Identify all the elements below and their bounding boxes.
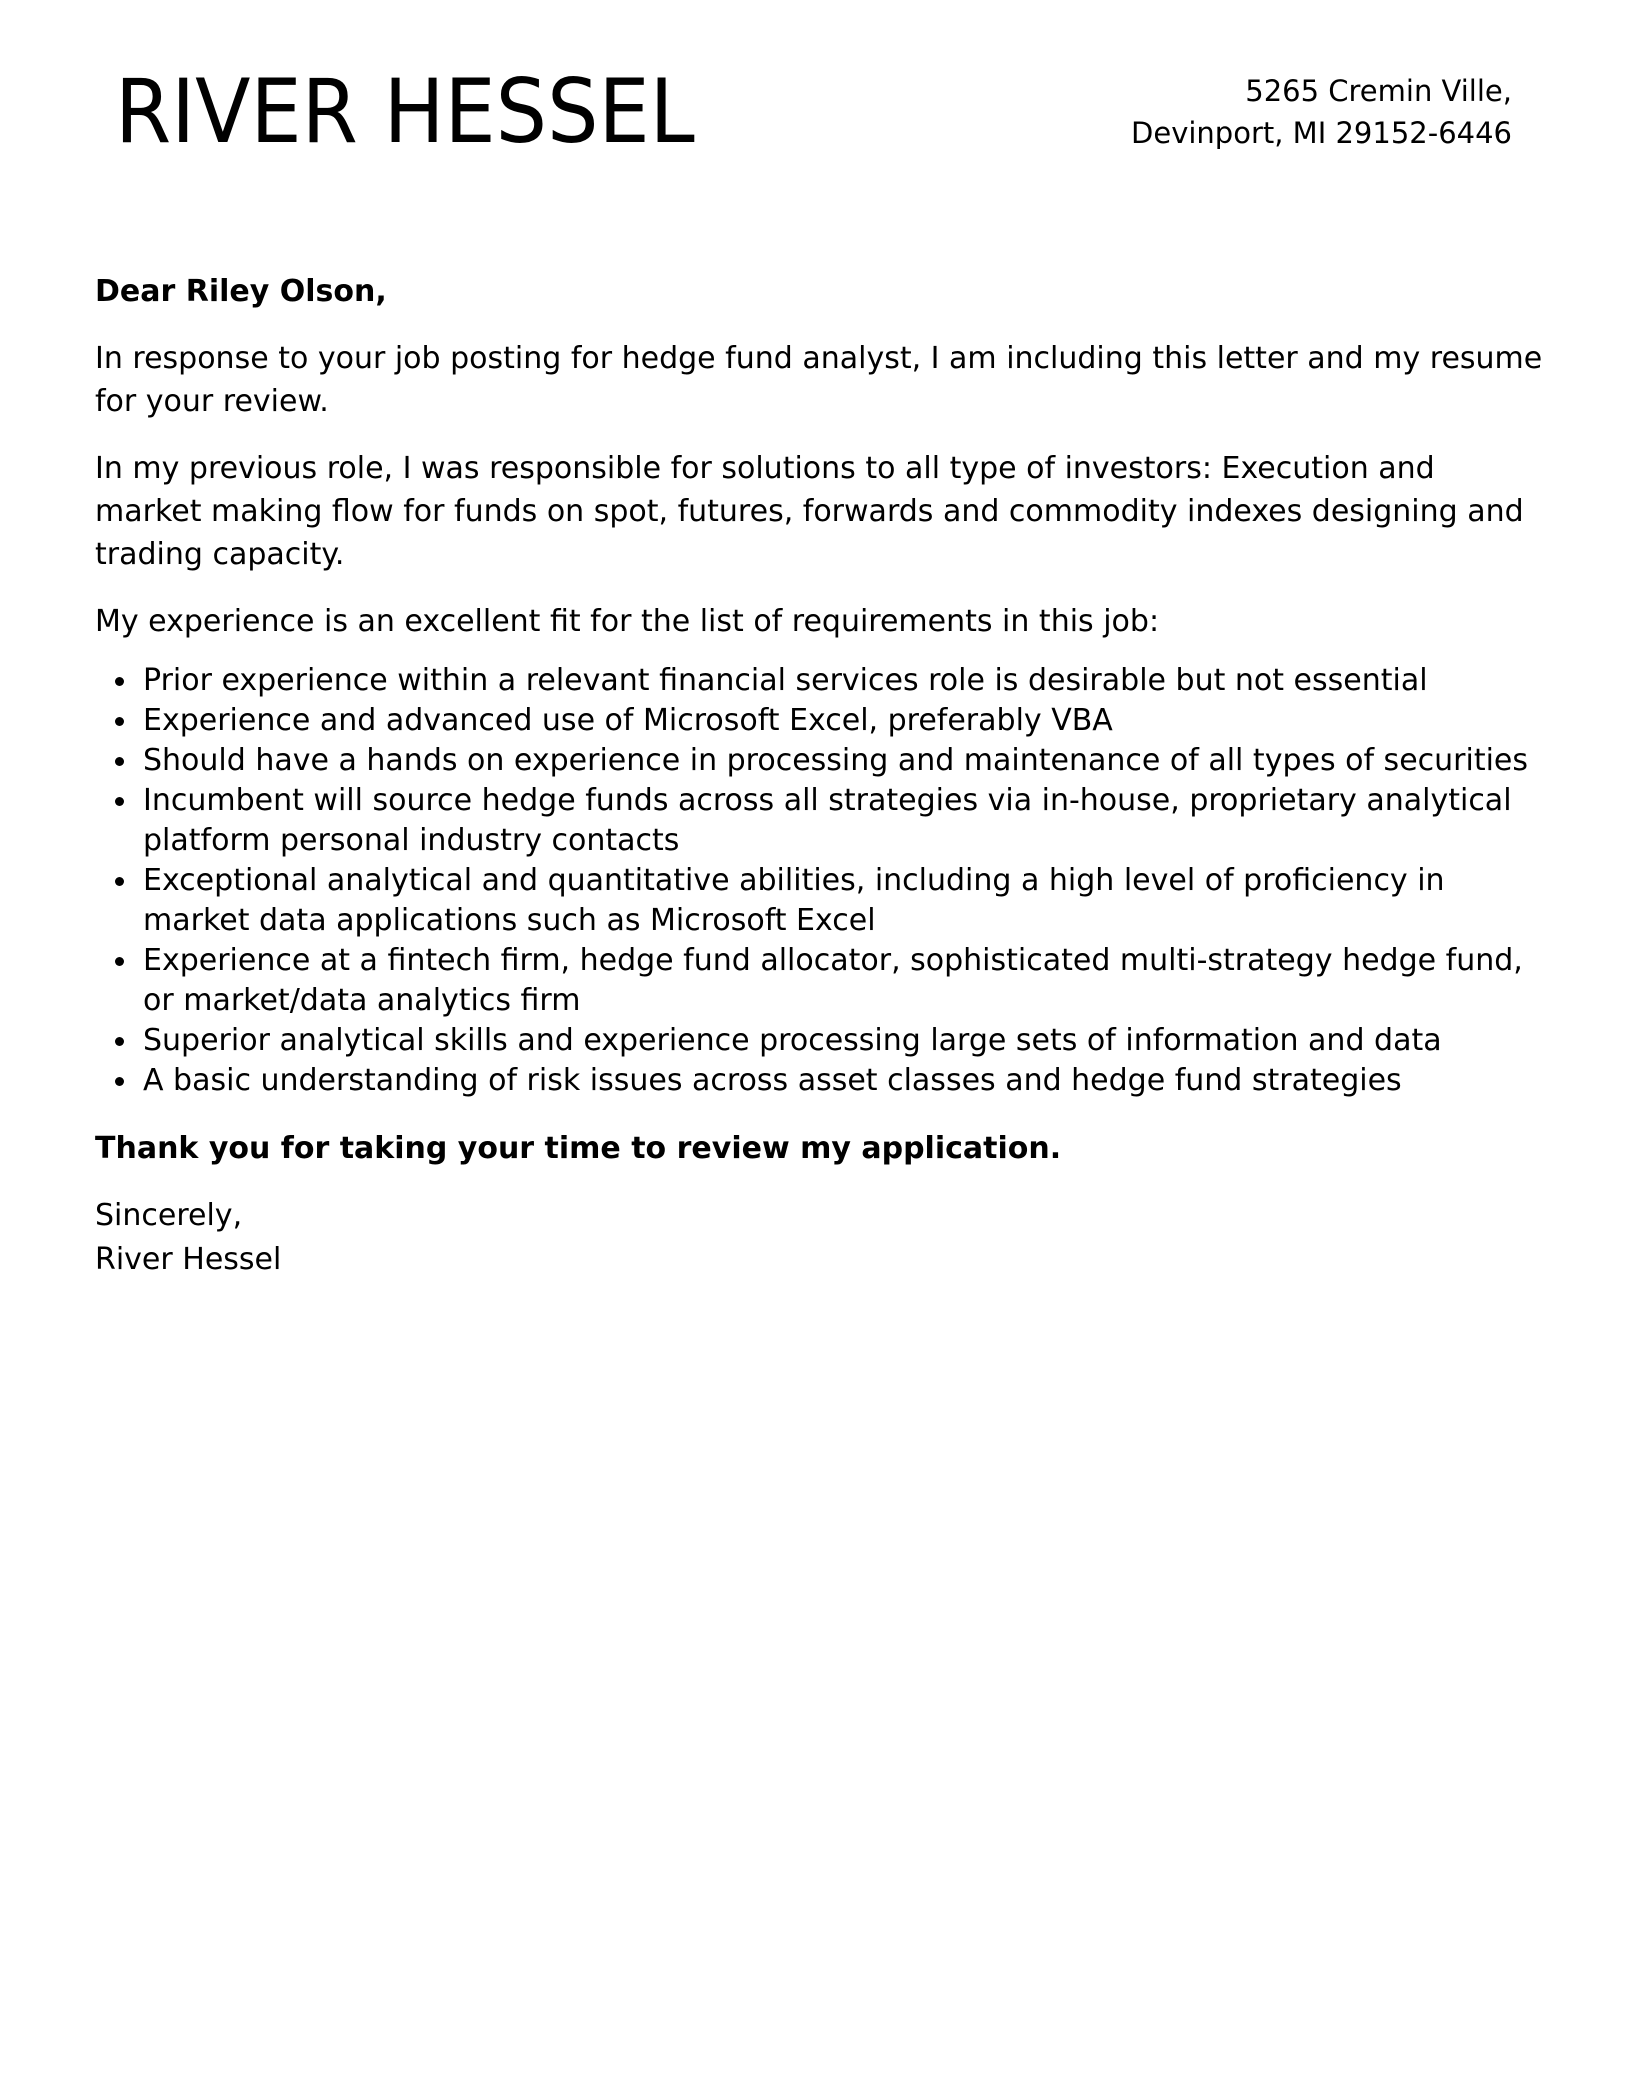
bullet-icon (115, 1037, 124, 1046)
salutation: Dear Riley Olson, (95, 274, 387, 309)
closing-statement: Thank you for taking your time to review my application. (95, 1131, 1062, 1166)
bullet-icon (115, 717, 124, 726)
list-item-text: Prior experience within a relevant financial services role is desirable but not essential (143, 663, 1428, 698)
list-item (95, 1021, 1545, 1061)
list-item-text: Experience at a fintech firm, hedge fund allocator, sophisticated multi-strategy hedge fund, or market/data analytics firm (143, 943, 1523, 1018)
list-item-text: Superior analytical skills and experience processing large sets of information and data (143, 1023, 1442, 1058)
signoff-text: Sincerely, (95, 1198, 243, 1233)
list-item (95, 781, 1545, 861)
address-line-1: 5265 Cremin Ville, (1245, 74, 1512, 108)
bullet-icon (115, 757, 124, 766)
list-item (95, 941, 1545, 1021)
applicant-name-heading: RIVER HESSEL (115, 60, 695, 163)
address-line-2: Devinport, MI 29152-6446 (1131, 116, 1512, 150)
list-item-text: A basic understanding of risk issues across asset classes and hedge fund strategies (143, 1063, 1402, 1098)
bullet-icon (115, 877, 124, 886)
paragraph-previous-role: In my previous role, I was responsible for solutions to all type of investors: Execution and market making flow for funds on spot, futures, forwards and commodity indexes designing and trading capacity. (95, 451, 1524, 572)
bullet-icon (115, 677, 124, 686)
bullet-icon (115, 957, 124, 966)
applicant-address (1131, 70, 1512, 154)
paragraph-requirements-lead: My experience is an excellent fit for the list of requirements in this job: (95, 604, 1160, 639)
signoff-block (95, 1194, 1545, 1282)
requirements-list (95, 661, 1545, 1101)
list-item-text: Should have a hands on experience in processing and maintenance of all types of securities (143, 743, 1529, 778)
list-item (95, 701, 1545, 741)
list-item-text: Incumbent will source hedge funds across all strategies via in-house, proprietary analytical platform personal industry contacts (143, 783, 1512, 858)
letter-body (95, 270, 1545, 1282)
list-item (95, 861, 1545, 941)
bullet-icon (115, 797, 124, 806)
list-item-text: Exceptional analytical and quantitative abilities, including a high level of proficiency in market data applications such as Microsoft Excel (143, 863, 1445, 938)
bullet-icon (115, 1077, 124, 1086)
list-item (95, 661, 1545, 701)
list-item-text: Experience and advanced use of Microsoft Excel, preferably VBA (143, 703, 1113, 738)
list-item (95, 741, 1545, 781)
signature-name: River Hessel (95, 1242, 282, 1277)
list-item (95, 1061, 1545, 1101)
paragraph-intro: In response to your job posting for hedge fund analyst, I am including this letter and my resume for your review. (95, 341, 1543, 419)
